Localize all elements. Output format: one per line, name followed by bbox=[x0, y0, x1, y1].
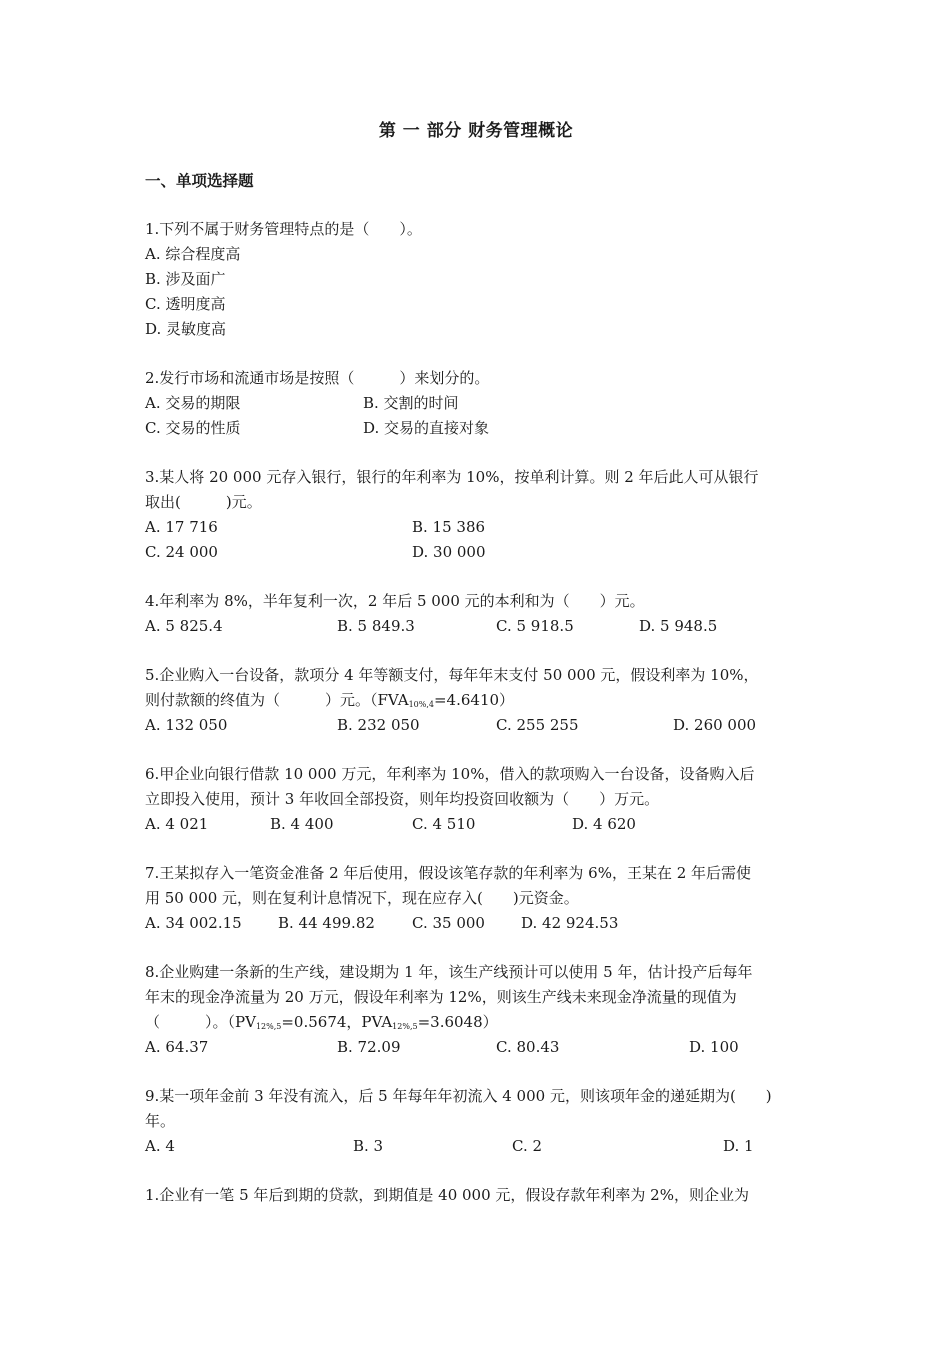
formula-subscript: 12%,5 bbox=[255, 1022, 282, 1031]
option-row bbox=[145, 614, 825, 639]
option: B. 5 849.3 bbox=[337, 617, 415, 635]
option: B. 交割的时间 bbox=[363, 394, 459, 412]
question-stem: 8.企业购建一条新的生产线，建设期为 1 年，该生产线预计可以使用 5 年，估计投产后每年 bbox=[145, 963, 753, 981]
question-stem: 6.甲企业向银行借款 10 000 万元，年利率为 10%，借入的款项购入一台设备，设备购入后 bbox=[145, 765, 755, 783]
stem-text: =4.6410） bbox=[433, 691, 515, 709]
stem-text: =3.6048） bbox=[417, 1013, 498, 1031]
question-stem: 9.某一项年金前 3 年没有流入，后 5 年每年年初流入 4 000 元，则该项年金的递延期为( ) bbox=[145, 1087, 772, 1105]
option: C. 255 255 bbox=[496, 716, 579, 734]
option: A. 5 825.4 bbox=[145, 617, 223, 635]
option: D. 1 bbox=[723, 1137, 754, 1155]
option: C. 35 000 bbox=[412, 914, 485, 932]
question-8 bbox=[145, 960, 825, 1060]
option: A. 64.37 bbox=[145, 1038, 209, 1056]
question-9 bbox=[145, 1084, 825, 1159]
question-4 bbox=[145, 589, 825, 639]
option: C. 5 918.5 bbox=[496, 617, 574, 635]
option: D. 交易的直接对象 bbox=[363, 419, 490, 437]
option: B. 4 400 bbox=[270, 815, 334, 833]
question-stem: 立即投入使用，预计 3 年收回全部投资，则年均投资回收额为（ ）万元。 bbox=[145, 790, 660, 808]
option: A. 4 bbox=[145, 1137, 175, 1155]
question-stem: 年。 bbox=[145, 1112, 176, 1130]
option: A. 交易的期限 bbox=[145, 394, 241, 412]
question-5 bbox=[145, 663, 825, 738]
question-1 bbox=[145, 217, 825, 342]
question-2 bbox=[145, 366, 825, 441]
option: C. 24 000 bbox=[145, 543, 218, 561]
option: A. 132 050 bbox=[145, 716, 228, 734]
option: D. 灵敏度高 bbox=[145, 320, 227, 338]
question-stem: 1.企业有一笔 5 年后到期的贷款，到期值是 40 000 元，假设存款年利率为 2%，则企业为 bbox=[145, 1186, 749, 1204]
option-row bbox=[145, 1134, 825, 1159]
option: C. 透明度高 bbox=[145, 295, 226, 313]
question-6 bbox=[145, 762, 825, 837]
option-row bbox=[145, 1035, 825, 1060]
question-7 bbox=[145, 861, 825, 936]
question-stem: 7.王某拟存入一笔资金准备 2 年后使用，假设该笔存款的年利率为 6%，王某在 2 年后需使 bbox=[145, 864, 752, 882]
option: C. 4 510 bbox=[412, 815, 476, 833]
option: D. 100 bbox=[689, 1038, 739, 1056]
option: B. 3 bbox=[353, 1137, 384, 1155]
option: A. 4 021 bbox=[145, 815, 209, 833]
stem-text: 则付款额的终值为（ ）元。（FVA bbox=[145, 691, 409, 709]
option-row bbox=[145, 911, 825, 936]
stem-text: =0.5674，PVA bbox=[281, 1013, 393, 1031]
option: D. 260 000 bbox=[673, 716, 757, 734]
option-row bbox=[145, 416, 825, 441]
question-stem: 4.年利率为 8%，半年复利一次，2 年后 5 000 元的本利和为（ ）元。 bbox=[145, 592, 645, 610]
question-stem bbox=[145, 1010, 825, 1035]
option: C. 交易的性质 bbox=[145, 419, 241, 437]
question-10 bbox=[145, 1183, 825, 1208]
option: B. 44 499.82 bbox=[278, 914, 375, 932]
question-list bbox=[145, 217, 825, 1232]
question-stem: 1.下列不属于财务管理特点的是（ ）。 bbox=[145, 220, 422, 238]
option: B. 15 386 bbox=[412, 518, 486, 536]
question-stem bbox=[145, 688, 825, 713]
question-stem: 取出( )元。 bbox=[145, 493, 262, 511]
section-heading: 一、单项选择题 bbox=[145, 171, 254, 190]
formula-subscript: 12%,5 bbox=[392, 1022, 418, 1031]
option-row bbox=[145, 515, 825, 540]
formula-subscript: 10%,4 bbox=[408, 700, 434, 709]
option: B. 232 050 bbox=[337, 716, 420, 734]
question-stem: 年末的现金净流量为 20 万元，假设年利率为 12%，则该生产线未来现金净流量的现值为 bbox=[145, 988, 737, 1006]
option-row bbox=[145, 540, 825, 565]
stem-text: （ ）。（PV bbox=[145, 1013, 256, 1031]
option: B. 72.09 bbox=[337, 1038, 401, 1056]
option: C. 80.43 bbox=[496, 1038, 560, 1056]
option-row bbox=[145, 812, 825, 837]
option: D. 5 948.5 bbox=[639, 617, 718, 635]
option: C. 2 bbox=[512, 1137, 543, 1155]
page-title: 第 一 部分 财务管理概论 bbox=[378, 121, 574, 141]
option: A. 34 002.15 bbox=[145, 914, 242, 932]
option: D. 4 620 bbox=[572, 815, 636, 833]
option: D. 42 924.53 bbox=[521, 914, 619, 932]
question-stem: 5.企业购入一台设备，款项分 4 年等额支付，每年年末支付 50 000 元，假设利率为 10%， bbox=[145, 666, 759, 684]
option-row bbox=[145, 391, 825, 416]
question-3 bbox=[145, 465, 825, 565]
question-stem: 2.发行市场和流通市场是按照（ ）来划分的。 bbox=[145, 369, 490, 387]
question-stem: 用 50 000 元，则在复利计息情况下，现在应存入( )元资金。 bbox=[145, 889, 579, 907]
option: B. 涉及面广 bbox=[145, 270, 226, 288]
option: A. 综合程度高 bbox=[145, 245, 241, 263]
option: D. 30 000 bbox=[412, 543, 486, 561]
option: A. 17 716 bbox=[145, 518, 218, 536]
question-stem: 3.某人将 20 000 元存入银行，银行的年利率为 10%，按单利计算。则 2 年后此人可从银行 bbox=[145, 468, 759, 486]
option-row bbox=[145, 713, 825, 738]
